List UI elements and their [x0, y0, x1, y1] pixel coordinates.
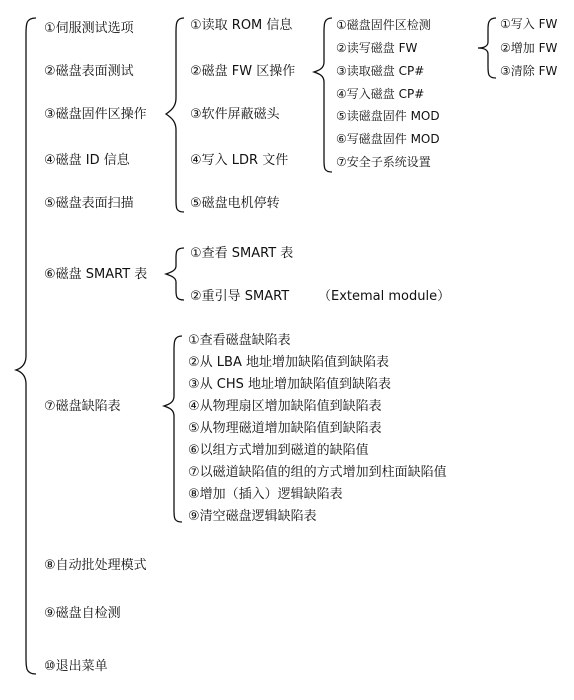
smart-brace: [166, 248, 184, 300]
rw-item-write-fw: ①写入 FW: [500, 17, 558, 31]
rw-fw-brace: [478, 18, 496, 78]
firmware-item-fw-area: ②磁盘 FW 区操作: [190, 64, 296, 79]
fw-item-write-cp: ④写入磁盘 CP#: [336, 87, 425, 101]
defect-item-6: ⑥以组方式增加到磁道的缺陷值: [188, 443, 369, 458]
smart-item-note: （Extemal module）: [318, 289, 451, 304]
defect-item-5: ⑤从物理磁道增加缺陷值到缺陷表: [188, 421, 382, 436]
main-menu-brace: [16, 18, 36, 674]
rw-item-clear-fw: ③清除 FW: [500, 64, 558, 78]
defect-item-1: ①查看磁盘缺陷表: [188, 333, 291, 348]
firmware-area-brace: [166, 18, 184, 212]
defect-item-3: ③从 CHS 地址增加缺陷值到缺陷表: [188, 377, 392, 392]
fw-area-brace: [314, 18, 332, 172]
fw-item-security: ⑦安全子系统设置: [336, 155, 431, 169]
menu-item-surface-test: ②磁盘表面测试: [44, 64, 134, 79]
firmware-item-write-ldr: ④写入 LDR 文件: [190, 153, 289, 168]
defect-item-8: ⑧增加（插入）逻辑缺陷表: [188, 487, 343, 502]
fw-item-write-mod: ⑥写磁盘固件 MOD: [336, 132, 440, 146]
menu-item-disk-id: ④磁盘 ID 信息: [44, 153, 130, 168]
menu-item-firmware-area: ③磁盘固件区操作: [44, 107, 147, 122]
menu-item-auto-batch: ⑧自动批处理模式: [44, 558, 147, 573]
defect-item-9: ⑨清空磁盘逻辑缺陷表: [188, 509, 317, 524]
rw-item-add-fw: ②增加 FW: [500, 41, 558, 55]
defect-item-4: ④从物理扇区增加缺陷值到缺陷表: [188, 399, 382, 414]
defect-item-2: ②从 LBA 地址增加缺陷值到缺陷表: [188, 355, 389, 370]
firmware-item-read-rom: ①读取 ROM 信息: [190, 18, 293, 33]
menu-item-servo-test: ①伺服测试选项: [44, 21, 134, 36]
defect-brace: [164, 336, 182, 522]
menu-item-surface-scan: ⑤磁盘表面扫描: [44, 196, 134, 211]
firmware-item-motor-stop: ⑤磁盘电机停转: [190, 196, 280, 211]
defect-item-7: ⑦以磁道缺陷值的组的方式增加到柱面缺陷值: [188, 465, 447, 480]
smart-item-view: ①查看 SMART 表: [190, 246, 294, 261]
fw-item-check: ①磁盘固件区检测: [336, 18, 431, 32]
menu-item-smart: ⑥磁盘 SMART 表: [44, 267, 148, 282]
firmware-item-mask-head: ③软件屏蔽磁头: [190, 107, 280, 122]
menu-item-self-test: ⑨磁盘自检测: [44, 606, 121, 621]
fw-item-read-cp: ③读取磁盘 CP#: [336, 64, 425, 78]
fw-item-read-mod: ⑤读磁盘固件 MOD: [336, 109, 440, 123]
menu-item-exit: ⑩退出菜单: [44, 659, 108, 674]
menu-item-defect-table: ⑦磁盘缺陷表: [44, 399, 121, 414]
fw-item-read-write: ②读写磁盘 FW: [336, 41, 418, 55]
smart-item-reboot: ②重引导 SMART: [190, 289, 290, 304]
